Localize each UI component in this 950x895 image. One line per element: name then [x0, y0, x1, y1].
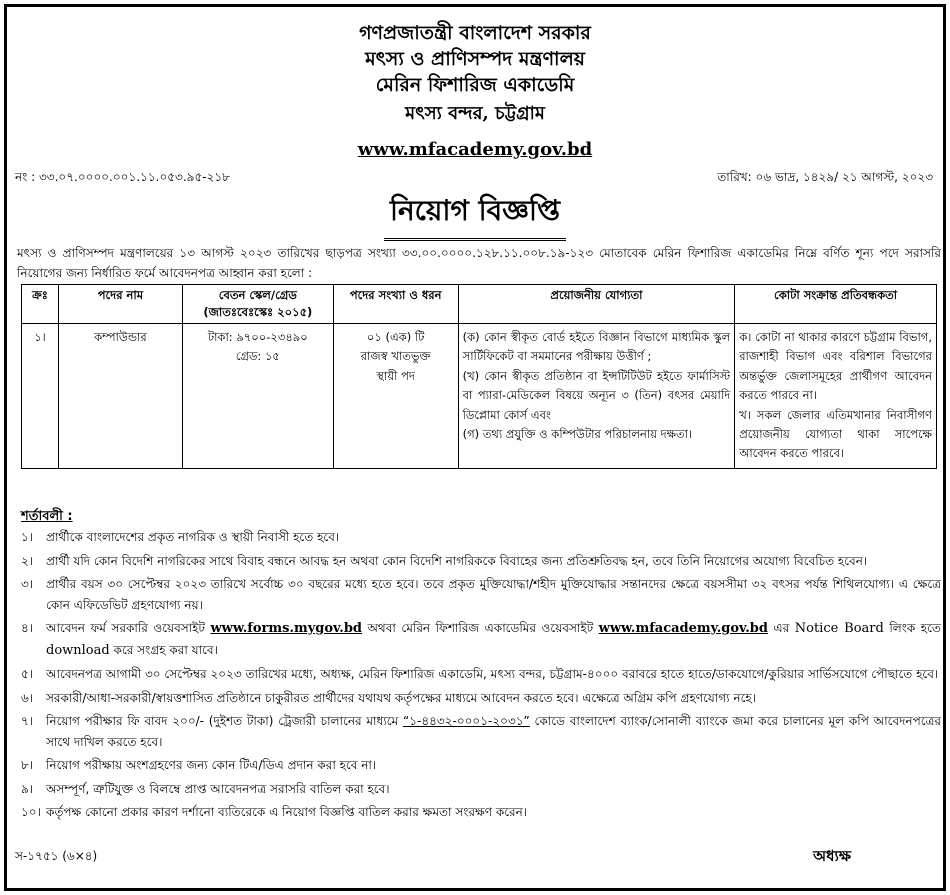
condition-number: ৬। — [21, 690, 34, 705]
qualification-a: (ক) কোন স্বীকৃত বোর্ড হইতে বিজ্ঞান বিভাগে মাধ্যমিক স্কুল সার্টিফিকেট বা সমমানের পরীক্ষায় উত্তীর্ণ ; — [462, 330, 731, 364]
header-address: মৎস্য বন্দর, চট্টগ্রাম — [405, 103, 545, 124]
cell-quota — [735, 324, 937, 469]
condition-number: ৮। — [21, 758, 34, 772]
notice-date: তারিখ: ০৬ ভাদ্র, ১৪২৯/ ২১ আগস্ট, ২০২৩ — [717, 170, 933, 184]
page-title: নিয়োগ বিজ্ঞপ্তি — [384, 189, 566, 241]
header-academy: মেরিন ফিশারিজ একাডেমি — [375, 74, 575, 96]
condition-text-part: অথবা মেরিন ফিশারিজ একাডেমির ওয়েবসাইট — [367, 621, 594, 635]
notice-board-text: Notice Board — [794, 621, 884, 636]
condition-number: ১০। — [21, 805, 41, 819]
condition-text-part: করে সংগ্রহ করা যাবে। — [113, 642, 218, 657]
condition-text-part: কোডে বাংলাদেশ ব্যাংক/সোনালী ব্যাংকে জমা করে চালানের মূল কপি আবেদনপত্রের সাথে দাখিল করতে হবে। — [46, 714, 941, 749]
col-header-qualification: প্রয়োজনীয় যোগ্যতা — [458, 285, 735, 324]
condition-text: অসম্পূর্ণ, ত্রুটিযুক্ত ও বিলম্বে প্রাপ্ত আবেদনপত্র সরাসরি বাতিল করা হবে। — [46, 781, 390, 796]
condition-text: নিয়োগ পরীক্ষায় অংশগ্রহণের জন্য কোন টিএ/ডিএ প্রদান করা হবে না। — [46, 758, 377, 772]
condition-text: প্রার্থী যদি কোন বিদেশি নাগরিকের সাথে বিবাহ বন্ধনে আবদ্ধ হন অথবা কোন বিদেশি নাগরিককে বিবাহের জন্য প্রতিশ্রুতিবদ্ধ হন, তবে তিনি নিয়োগের অযোগ্য বিবেচিত হবেন। — [46, 553, 868, 568]
qualification-c: (গ) তথ্য প্রযুক্তি ও কম্পিউটার পরিচালনায় দক্ষতা। — [462, 427, 693, 442]
condition-text: কর্তৃপক্ষ কোনো প্রকার কারণ দর্শানো ব্যতিরেকে এ নিয়োগ বিজ্ঞপ্তি বাতিল করার ক্ষমতা সংরক্ষণ করেন। — [46, 805, 528, 819]
intro-paragraph: মৎস্য ও প্রাণিসম্পদ মন্ত্রণালয়ের ১৩ আগস্ট ২০২৩ তারিখের ছাড়পত্র সংখ্যা ৩৩.০০.০০০০.১২৮.১১.০০৮.১৯-১২৩ মোতাবেক মেরিন ফিশারিজ একাডেমির নিম্নে বর্ণিত শূন্য পদে সরাসরি নিয়োগের জন্য নির্ধারিত ফর্মে আবেদনপত্র আহ্বান করা হলো : — [17, 246, 941, 280]
condition-number: ৪। — [21, 621, 34, 635]
col-header-scale — [182, 285, 333, 324]
condition-number: ২। — [21, 553, 34, 568]
header-website-link[interactable]: www.mfacademy.gov.bd — [357, 139, 593, 160]
condition-text-part: আবেদন ফর্ম সরকারি ওয়েবসাইট — [46, 621, 205, 635]
condition-number: ৭। — [21, 714, 34, 728]
condition-number: ৩। — [21, 577, 34, 591]
condition-item — [21, 551, 941, 572]
title-wrap — [7, 189, 943, 241]
treasury-code: “১-৪৪৩২-০০০১-২০৩১” — [402, 714, 530, 728]
conditions-title: শর্তাবলী : — [21, 509, 73, 524]
condition-text — [46, 711, 941, 752]
quota-b: খ। সকল জেলার এতিমখানার নিবাসীগণ প্রয়োজনীয় যোগ্যতা থাকা সাপেক্ষে আবেদন করতে পারবে। — [739, 407, 932, 461]
cell-post-count — [333, 324, 458, 469]
pay-scale-grade: গ্রেড: ১৫ — [235, 349, 280, 364]
condition-item — [21, 779, 941, 800]
condition-text-part: নিয়োগ পরীক্ষার ফি বাবদ ২০০/- (দুইশত টাকা) ট্রেজারী চালানের মাধ্যমে — [46, 714, 399, 728]
header-ministry: মৎস্য ও প্রাণিসম্পদ মন্ত্রণালয় — [365, 48, 585, 70]
mfacademy-link[interactable]: www.mfacademy.gov.bd — [598, 621, 768, 636]
post-type-permanent: স্থায়ী পদ — [376, 368, 415, 383]
notice-frame — [4, 4, 946, 891]
col-header-scale-line2: (জাতঃবেঃস্কেঃ ২০১৫) — [203, 305, 313, 319]
condition-item — [21, 618, 941, 661]
col-header-scale-line1: বেতন স্কেল/গ্রেড — [218, 288, 297, 302]
memo-number: নং : ৩৩.০৭.০০০০.০০১.১১.০৫৩.৯৫-২১৮ — [15, 170, 230, 184]
condition-text: প্রার্থীর বয়স ৩০ সেপ্টেম্বর ২০২৩ তারিখে সর্বোচ্চ ৩০ বছরের মধ্যে হতে হবে। তবে প্রকৃত মুক্তিযোদ্ধা/শহীদ মুক্তিযোদ্ধার সন্তানদের ক্ষেত্রে বয়সসীমা ৩২ বৎসর পর্যন্ত শিথিলযোগ্য। এ ক্ষেত্রে কোন এফিডেভিট গ্রহণযোগ্য নয়। — [46, 577, 941, 612]
col-header-count: পদের সংখ্যা ও ধরন — [333, 285, 458, 324]
condition-text: আবেদনপত্র আগামী ৩০ সেপ্টেম্বর ২০২৩ তারিখের মধ্যে, অধ্যক্ষ, মেরিন ফিশারিজ একাডেমি, মৎস্য বন্দর, চট্টগ্রাম-৪০০০ বরাবরে হাতে হাতে/ডাকযোগে/কুরিয়ার সার্ভিসযোগে পৌছাতে হবে। — [46, 667, 939, 681]
print-code: স-১৭৫১ (৬×৪) — [15, 849, 98, 863]
cell-post-name: কম্পাউন্ডার — [58, 324, 182, 469]
forms-mygov-link[interactable]: www.forms.mygov.bd — [210, 621, 363, 636]
header-government: গণপ্রজাতন্ত্রী বাংলাদেশ সরকার — [359, 22, 591, 44]
signatory-title: অধ্যক্ষ — [813, 847, 851, 865]
condition-item — [21, 527, 941, 548]
condition-item — [21, 664, 941, 685]
post-count: ০১ (এক) টি — [366, 330, 425, 344]
col-header-post: পদের নাম — [58, 285, 182, 324]
condition-text — [46, 618, 941, 661]
table-header-row — [22, 285, 937, 324]
col-header-serial: ক্রঃ — [22, 285, 59, 324]
quota-a: ক। কোটা না থাকার কারণে চট্টগ্রাম বিভাগ, রাজশাহী বিভাগ এবং বরিশাল বিভাগের অন্তর্ভুক্ত জেলাসমূহের প্রার্থীগণ আবেদন করতে পারবে না। — [739, 330, 932, 403]
vacancy-table — [21, 284, 937, 469]
cell-serial: ১। — [22, 324, 59, 469]
condition-text: প্রার্থীকে বাংলাদেশের প্রকৃত নাগরিক ও স্থায়ী নিবাসী হতে হবে। — [46, 530, 340, 544]
col-header-quota: কোটা সংক্রান্ত প্রতিবন্ধকতা — [735, 285, 937, 324]
condition-number: ১। — [21, 530, 34, 544]
cell-pay-scale — [182, 324, 333, 469]
post-type-revenue: রাজস্ব খাতভুক্ত — [360, 349, 431, 364]
condition-item — [21, 755, 941, 776]
condition-text-part: এর — [773, 621, 790, 635]
conditions-list — [21, 527, 941, 826]
condition-item — [21, 688, 941, 709]
condition-number: ৯। — [21, 781, 34, 796]
condition-text-part: লিংক হতে — [889, 621, 941, 635]
qualification-b: (খ) কোন স্বীকৃত প্রতিষ্ঠান বা ইন্সটিটিউট হইতে ফার্মাসিস্ট বা প্যারা-মেডিকেল বিষয়ে অন্যূন ৩ (তিন) বৎসর মেয়াদি ডিপ্লোমা কোর্স এবং — [462, 368, 731, 422]
condition-text: সরকারী/আধা-সরকারী/স্বায়ত্তশাসিত প্রতিষ্ঠানে চাকুরীরত প্রার্থীদের যথাযথ কর্তৃপক্ষের মাধ্যমে আবেদন করতে হবে। এক্ষেত্রে অগ্রিম কপি গ্রহণযোগ্য নহে। — [46, 690, 757, 705]
notice-document — [7, 7, 943, 888]
condition-number: ৫। — [21, 667, 34, 681]
pay-scale-amount: টাকা: ৯৭০০-২৩৪৯০ — [207, 330, 308, 344]
cell-qualification — [458, 324, 735, 469]
condition-item — [21, 802, 941, 823]
download-text: download — [46, 642, 110, 658]
condition-item — [21, 574, 941, 615]
table-row — [22, 324, 937, 469]
condition-item — [21, 711, 941, 752]
